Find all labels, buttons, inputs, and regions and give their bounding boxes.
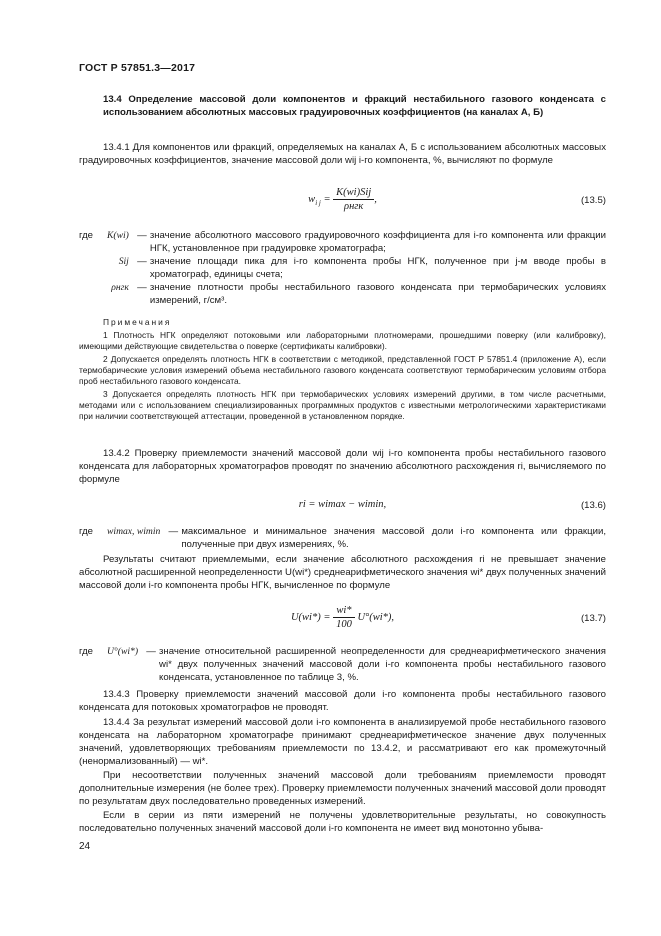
- equation-number: (13.7): [580, 613, 606, 624]
- paragraph-text: 13.4.4 За результат измерений массовой доли i-го компонента в анализируемой пробе нестабильного газового конденсата на лабораторном хроматографе принимают среднеарифметическое значение двух полученных значений, удовлетворяющих требованиям приемлемости по 13.4.2, и рассматривают его как промежуточный (ненормализованный) — wi*.: [79, 717, 606, 767]
- formula-numerator: K(wi)Sij: [333, 186, 374, 200]
- formula-lhs-sub: i j: [315, 199, 321, 207]
- definition-prefix: где: [79, 646, 94, 657]
- paragraph-text: Если в серии из пяти измерений не получены удовлетворительные результаты, но совокупность последовательно полученных значений массовой доли i-го компонента не имеет вид монотонно убыва-: [79, 810, 606, 834]
- equation-13-5: [79, 186, 606, 220]
- paragraph-13-4-3: [79, 688, 606, 714]
- formula: $w_{i j}$ = $\frac{\text{K(wi)Sij}}{\text{ρнгк}}$ ,: [308, 187, 377, 212]
- formula-denominator: ρнгк: [344, 201, 364, 212]
- definition-text: значение плотности пробы нестабильного газового конденсата при термобарических условиях измерений, г/см³.: [149, 282, 606, 306]
- definition-dash: —: [137, 230, 147, 241]
- definition-text: значение абсолютного массового градуировочного коэффициента для i-го компонента или фракции НГК, установленное при градуировке хроматографа;: [149, 230, 606, 254]
- paragraph-series: [79, 809, 606, 835]
- formula-fraction: [333, 604, 355, 631]
- definition-row: [79, 281, 606, 307]
- definition-row: [79, 645, 606, 684]
- definitions-13-5: [79, 229, 606, 307]
- notes-block: [79, 317, 606, 422]
- equation-13-7: [79, 604, 606, 638]
- definitions-13-7: [79, 645, 606, 684]
- definition-prefix: где: [79, 526, 94, 537]
- definition-symbol: Sij: [118, 256, 129, 267]
- formula: [79, 604, 606, 631]
- notes-heading: Примечания: [103, 317, 172, 327]
- definition-symbol: wimax, wimin: [107, 526, 161, 537]
- formula-rhs: U°(wi*),: [357, 611, 395, 623]
- definition-text: значение площади пика для i-го компонента пробы НГК, полученное при j-м вводе пробы в хроматограф, единицы счета;: [149, 256, 606, 280]
- definition-symbol: U°(wi*): [107, 646, 139, 657]
- formula-fraction: [333, 186, 374, 213]
- paragraph-13-4-4: [79, 716, 606, 768]
- definition-row: [79, 525, 606, 551]
- definition-text: максимальное и минимальное значения массовой доли i-го компонента или фракции, полученные при двух измерениях, %.: [181, 526, 606, 550]
- definition-prefix: где: [79, 230, 94, 241]
- formula: ri = wimax − wimin,: [298, 499, 387, 510]
- definition-dash: —: [137, 282, 147, 293]
- definition-dash: —: [146, 646, 156, 657]
- formula-lhs: w: [308, 193, 316, 205]
- paragraph-13-4-1: [79, 141, 606, 167]
- paragraph-13-4-2: [79, 447, 606, 486]
- definition-dash: —: [137, 256, 147, 267]
- definition-row: [79, 255, 606, 281]
- definition-symbol: K(wi): [107, 230, 129, 241]
- definition-prefix: [79, 281, 107, 307]
- equation-number: (13.5): [580, 195, 606, 206]
- definition-dash: —: [168, 526, 179, 537]
- paragraph-text: 13.4.1 Для компонентов или фракций, определяемых на каналах А, Б с использованием абсолютных массовых градуировочных коэффициентов, значение массовой доли wij i-го компонента, %, вычисляют по формуле: [79, 142, 606, 166]
- paragraph-text: Результаты считают приемлемыми, если значение абсолютного расхождения ri не превышает значение абсолютной расширенной неопределенности U(wi*) среднеарифметического значения wi* двух полученных значений массовой доли i-го компонента пробы НГК, вычисленное по формуле: [79, 554, 606, 591]
- paragraph-acceptance: [79, 553, 606, 592]
- page-number: 24: [79, 841, 91, 852]
- definition-row: [79, 229, 606, 255]
- section-title: 13.4 Определение массовой доли компонентов и фракций нестабильного газового конденсата с использованием абсолютных массовых градуировочных коэффициентов (на каналах А, Б): [103, 94, 606, 118]
- paragraph-text: 13.4.2 Проверку приемлемости значений массовой доли wij i-го компонента пробы нестабильного газового конденсата для лабораторных хроматографов проводят по значению абсолютного расхождения ri, вычисляемого по формуле: [79, 448, 606, 485]
- definitions-13-6: [79, 525, 606, 551]
- definition-symbol: ρнгк: [111, 282, 129, 293]
- paragraph-text: При несоответствии полученных значений массовой доли требованиям приемлемости проводят дополнительные измерения (не более трех). Проверку приемлемости полученных значений массовой доли проводят по результатам двух последовательно проведенных измерений.: [79, 770, 606, 807]
- formula-numerator: wi*: [333, 604, 355, 618]
- note-item: 2 Допускается определять плотность НГК в соответствии с методикой, представленной ГОСТ Р 57851.4 (приложение А), если термобарические условия измерений объема нестабильного газового конденсата соответствуют термобарическим условиям отбора проб нестабильного газового конденсата.: [79, 354, 606, 386]
- note-item: 1 Плотность НГК определяют потоковыми или лабораторными плотномерами, прошедшими поверку (или калибровку), имеющими действующие свидетельства о поверке (сертификаты калибровки).: [79, 330, 606, 351]
- equation-number: (13.6): [580, 500, 606, 511]
- document-header: ГОСТ Р 57851.3—2017: [79, 62, 196, 74]
- definition-prefix: [79, 255, 107, 281]
- definition-text: значение относительной расширенной неопределенности для среднеарифметического значения wi* двух полученных значений массовой доли i-го компонента пробы нестабильного газового конденсата, установленное по таблице 3, %.: [159, 646, 606, 683]
- equation-13-6: [79, 494, 606, 520]
- paragraph-text: 13.4.3 Проверку приемлемости значений массовой доли i-го компонента пробы нестабильного газового конденсата для потоковых хроматографов не проводят.: [79, 689, 606, 713]
- section-title-block: [79, 93, 606, 119]
- formula-lhs: U(wi*) =: [290, 611, 331, 623]
- note-item: 3 Допускается определять плотность НГК при термобарических условиях измерений другими, в том числе расчетными, методами или с использованием специализированных программных продуктов с известными метрологическими характеристиками при наличии соответствующей аттестации, проведенной в установленном порядке.: [79, 389, 606, 421]
- paragraph-repeat: [79, 769, 606, 808]
- formula-denominator: 100: [336, 619, 352, 630]
